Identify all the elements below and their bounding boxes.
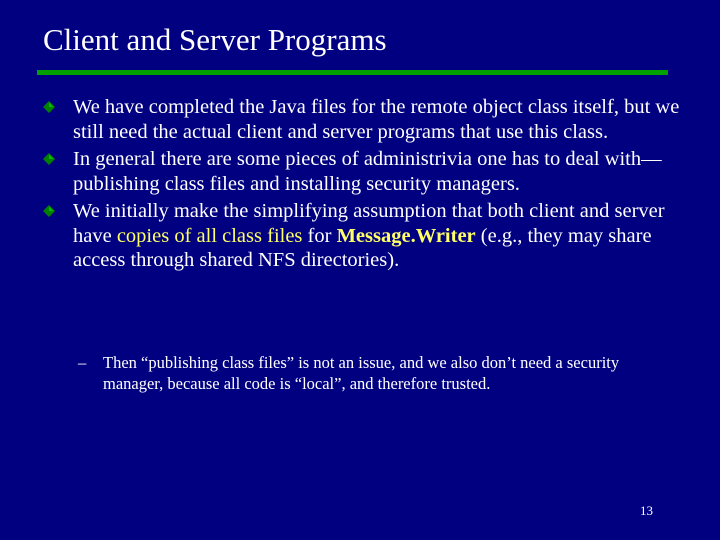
diamond-bullet-icon bbox=[43, 153, 55, 165]
sub-bullet-text: Then “publishing class files” is not an issue, and we also don’t need a security manager, because all code is “local”, and therefore trusted. bbox=[103, 353, 620, 393]
bullet-item bbox=[43, 199, 683, 273]
page-number: 13 bbox=[640, 503, 653, 518]
bullet-text: In general there are some pieces of administrivia one has to deal with—publishing class files and installing security managers. bbox=[73, 148, 662, 195]
bullet-text-start: We initially make the simplifying assumption that both client and server have bbox=[73, 200, 665, 247]
bullet-text-end: (e.g., they may share access through shared NFS directories). bbox=[73, 224, 652, 271]
diamond-bullet-icon bbox=[43, 101, 55, 113]
bullet-item bbox=[43, 147, 683, 196]
highlight-class-files: copies of all class files bbox=[116, 224, 303, 247]
slide-title: Client and Server Programs bbox=[43, 22, 387, 57]
sub-bullet bbox=[78, 352, 678, 394]
title-underline bbox=[37, 70, 668, 75]
diamond-bullet-icon bbox=[43, 205, 55, 217]
bullet-text-middle: for bbox=[302, 224, 337, 247]
bullet-item bbox=[43, 95, 683, 144]
bullet-text: We have completed the Java files for the remote object class itself, but we still need the actual client and server programs that use this class. bbox=[73, 96, 680, 143]
highlight-message-writer: Message.Writer bbox=[336, 224, 476, 247]
dash-marker: – bbox=[78, 353, 87, 372]
bullet-list bbox=[43, 95, 683, 276]
